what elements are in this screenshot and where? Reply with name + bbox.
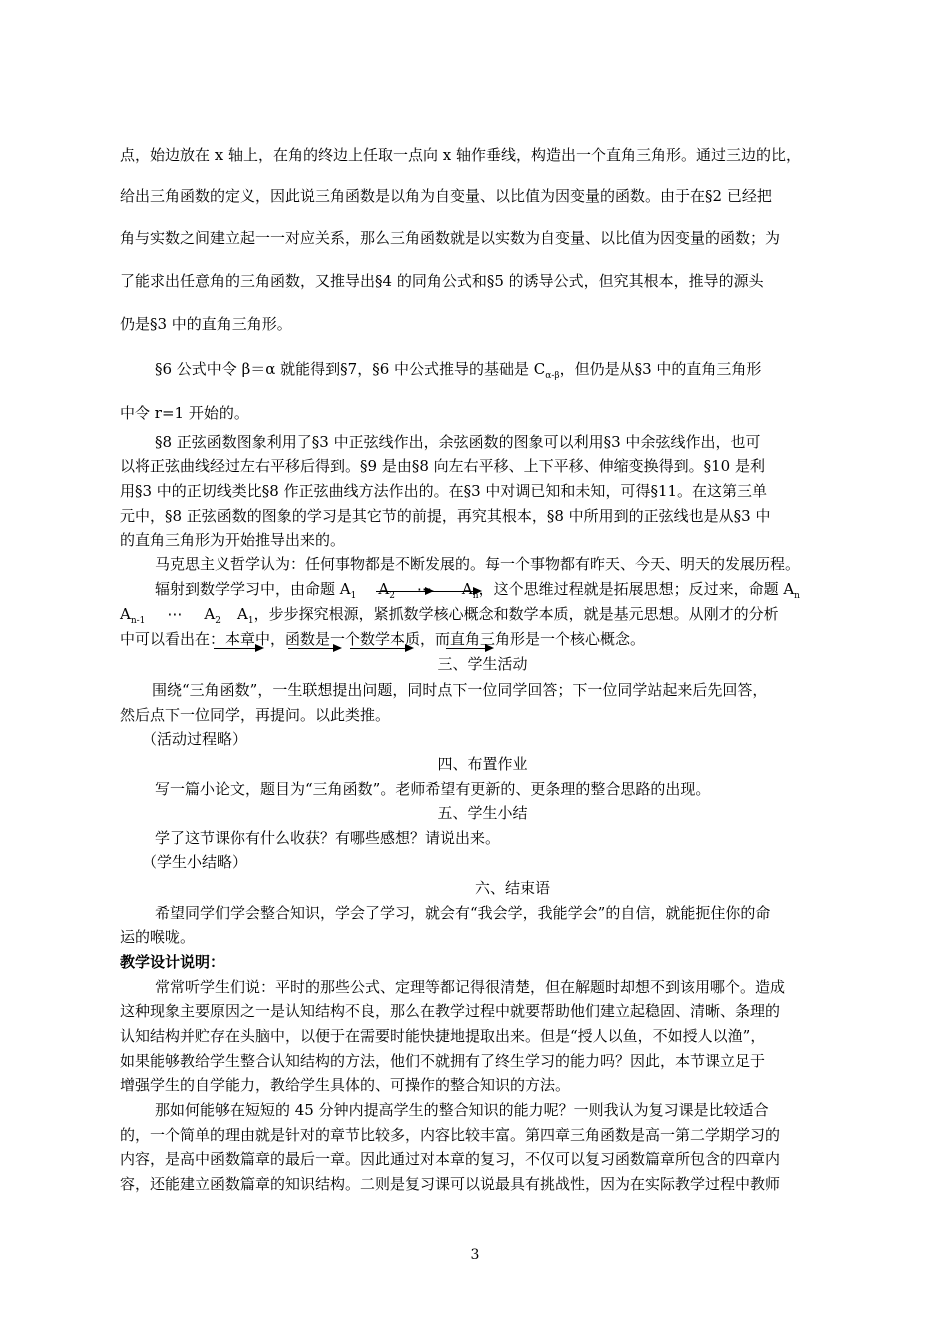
right-arrow-icon <box>446 648 492 649</box>
text-span: §6 公式中令 β＝α 就能得到§7，§6 中公式推导的基础是 C <box>155 360 546 378</box>
paragraph-line <box>155 358 845 381</box>
paragraph-line: 元中，§8 正弦函数的图象的学习是其它节的前提，再究其根本，§8 中所用到的正弦线也是从§3 中 <box>120 507 771 525</box>
paragraph-line: 角与实数之间建立起一一对应关系，那么三角函数就是以实数为自变量、以比值为因变量的函数；为 <box>120 229 781 247</box>
right-arrow-icon <box>376 591 432 592</box>
paragraph-line <box>155 578 845 601</box>
paragraph-line: 常常听学生们说：平时的那些公式、定理等都记得很清楚，但在解题时却想不到该用哪个。造成 <box>155 978 786 996</box>
paragraph-line: 运的喉咙。 <box>120 928 196 946</box>
paragraph-line: 然后点下一位同学，再提问。以此类推。 <box>120 706 391 724</box>
paragraph-line: 增强学生的自学能力，教给学生具体的、可操作的整合知识的方法。 <box>120 1076 571 1094</box>
text-span: ，但仍是从§3 中的直角三角形 <box>559 360 762 378</box>
paragraph-line: 围绕“三角函数”，一生联想提出问题，同时点下一位同学回答；下一位同学站起来后先回答， <box>152 681 768 699</box>
paragraph-line: 马克思主义哲学认为：任何事物都是不断发展的。每一个事物都有昨天、今天、明天的发展历程。 <box>155 555 801 573</box>
paragraph-line: 那如何能够在短短的 45 分钟内提高学生的整合知识的能力呢？一则我认为复习课是比较适合 <box>155 1101 769 1119</box>
text-span: 辐射到数学学习中，由命题 A <box>155 580 351 598</box>
right-arrow-icon <box>430 591 480 592</box>
notes-heading: 教学设计说明： <box>120 953 226 971</box>
text-span: A <box>237 605 248 623</box>
ellipsis: ⋯ <box>416 580 432 598</box>
paragraph-line: 认知结构并贮存在头脑中，以便于在需要时能快捷地提取出来。但是“授人以鱼，不如授人以渔”， <box>120 1027 766 1045</box>
ellipsis: ⋯ <box>167 605 183 623</box>
paragraph-line: 的，一个简单的理由就是针对的章节比较多，内容比较丰富。第四章三角函数是高一第二学期学习的 <box>120 1126 781 1144</box>
subscript: n <box>472 591 479 601</box>
subscript: n-1 <box>130 616 146 626</box>
paragraph-line: 容，还能建立函数篇章的知识结构。二则是复习课可以说最具有挑战性，因为在实际教学过程中教师 <box>120 1175 781 1193</box>
paragraph-line: §8 正弦函数图象利用了§3 中正弦线作出，余弦函数的图象可以利用§3 中余弦线作出，也可 <box>155 433 761 451</box>
right-arrow-icon <box>288 648 340 649</box>
paragraph-line: 内容，是高中函数篇章的最后一章。因此通过对本章的复习，不仅可以复习函数篇章所包含的四章内 <box>120 1150 781 1168</box>
paragraph-line: 写一篇小论文，题目为“三角函数”。老师希望有更新的、更条理的整合思路的出现。 <box>155 780 711 798</box>
subscript: α-β <box>545 371 560 381</box>
paragraph-line: 学了这节课你有什么收获？有哪些感想？请说出来。 <box>155 829 501 847</box>
section-heading: 六、结束语 <box>474 879 550 897</box>
subscript: n <box>794 591 800 601</box>
paragraph-line: 用§3 中的正切线类比§8 作正弦曲线方法作出的。在§3 中对调已知和未知，可得§11。在这第三单 <box>120 482 768 500</box>
section-heading: 四、布置作业 <box>437 755 528 773</box>
paragraph-line: 仍是§3 中的直角三角形。 <box>120 315 292 333</box>
section-heading: 五、学生小结 <box>437 804 528 822</box>
paragraph-line: 点，始边放在 x 轴上，在角的终边上任取一点向 x 轴作垂线，构造出一个直角三角形。通过三边的比， <box>120 146 801 164</box>
paragraph-line: 中可以看出在：本章中，函数是一个数学本质，而直角三角形是一个核心概念。 <box>120 630 646 648</box>
section-heading: 三、学生活动 <box>437 655 528 673</box>
paragraph-line: （学生小结略） <box>142 853 248 871</box>
text-span: ，这个思维过程就是拓展思想；反过来，命题 A <box>478 580 795 598</box>
text-span: A <box>461 580 473 598</box>
subscript: 2 <box>389 591 395 601</box>
right-arrow-icon <box>214 648 262 649</box>
text-span: A <box>120 605 131 623</box>
paragraph-line: 的直角三角形为开始推导出来的。 <box>120 531 346 549</box>
paragraph-line: 希望同学们学会整合知识，学会了学习，就会有“我会学，我能学会”的自信，就能扼住你的命 <box>155 904 771 922</box>
text-span: A <box>378 580 390 598</box>
paragraph-line: （活动过程略） <box>142 730 248 748</box>
paragraph-line: 了能求出任意角的三角函数，又推导出§4 的同角公式和§5 的诱导公式，但究其根本，推导的源头 <box>120 272 764 290</box>
paragraph-line: 以将正弦曲线经过左右平移后得到。§9 是由§8 向左右平移、上下平移、伸缩变换得到。§10 是利 <box>120 457 765 475</box>
paragraph-line: 这种现象主要原因之一是认知结构不良，那么在教学过程中就要帮助他们建立起稳固、清晰、条理的 <box>120 1002 781 1020</box>
page-number: 3 <box>470 1247 480 1263</box>
paragraph-line: 给出三角函数的定义，因此说三角函数是以角为自变量、以比值为因变量的函数。由于在§2 已经把 <box>120 187 772 205</box>
subscript: 1 <box>247 616 254 626</box>
paragraph-line: 如果能够教给学生整合认知结构的方法，他们不就拥有了终生学习的能力吗？因此，本节课立足于 <box>120 1052 766 1070</box>
paragraph-line <box>120 603 845 626</box>
right-arrow-icon <box>350 648 412 649</box>
text-span: ，步步探究根源，紧抓数学核心概念和数学本质，就是基元思想。从刚才的分析 <box>253 605 779 623</box>
subscript: 1 <box>350 591 357 601</box>
subscript: 2 <box>215 616 221 626</box>
paragraph-line: 中令 r=1 开始的。 <box>120 404 249 422</box>
text-span: A <box>204 605 216 623</box>
